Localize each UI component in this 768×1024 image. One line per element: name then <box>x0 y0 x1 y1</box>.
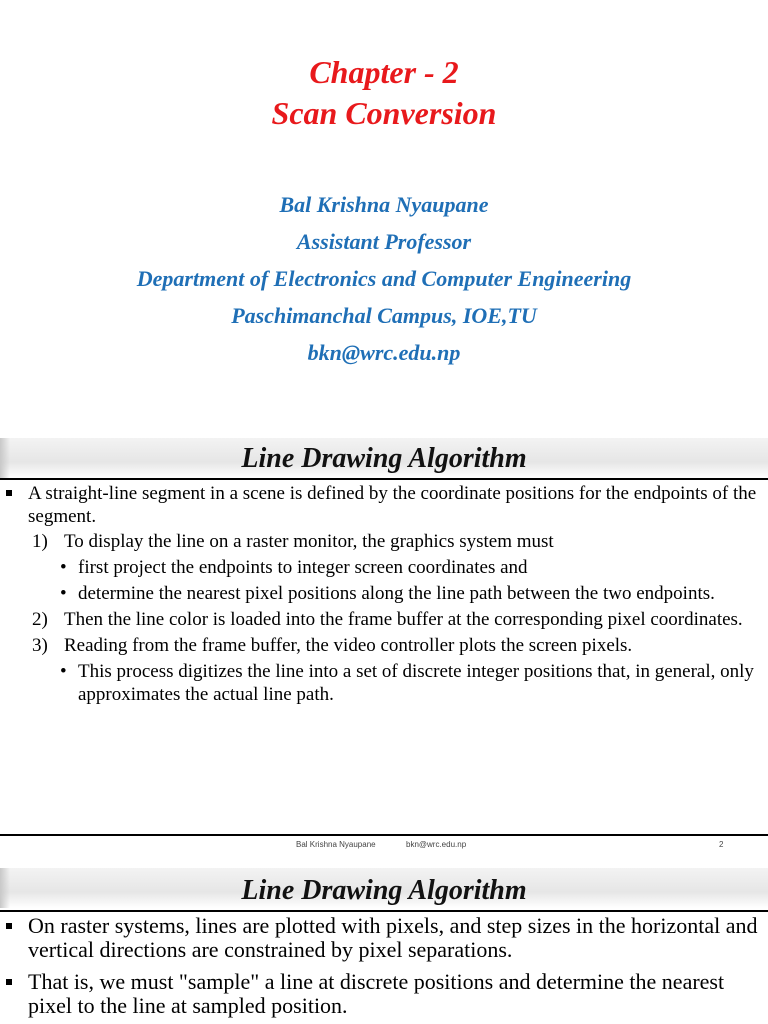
numbered-item-3 <box>0 634 768 657</box>
author-name: Bal Krishna Nyaupane <box>279 192 489 217</box>
slide2-footer <box>0 840 768 852</box>
author-department: Department of Electronics and Computer Engineering <box>136 266 632 291</box>
square-bullet-icon <box>6 979 12 985</box>
author-email: bkn@wrc.edu.np <box>307 340 461 365</box>
square-bullet-icon <box>6 923 12 929</box>
title-slide <box>0 0 768 420</box>
dot-bullet-icon: • <box>60 661 67 682</box>
sub-bullet-text: determine the nearest pixel positions along the line path between the two endpoints. <box>78 583 715 604</box>
chapter-label: Chapter - 2 <box>309 54 459 90</box>
numbered-item-text: Then the line color is loaded into the frame buffer at the corresponding pixel coordinates. <box>64 609 743 630</box>
item-number: 1) <box>32 531 48 552</box>
slide3-heading-rule <box>0 910 768 912</box>
slide3-content <box>0 914 768 1018</box>
sub-bullet-3-1 <box>0 660 768 706</box>
slide2-bottom-rule <box>0 834 768 836</box>
footer-page-number: 2 <box>719 840 724 849</box>
sub-bullet-text: first project the endpoints to integer screen coordinates and <box>78 557 528 578</box>
footer-author: Bal Krishna Nyaupane <box>296 840 376 849</box>
sub-bullet-1-1 <box>0 556 768 579</box>
numbered-item-text: To display the line on a raster monitor, the graphics system must <box>64 531 554 552</box>
author-position: Assistant Professor <box>296 229 472 254</box>
chapter-subtitle: Scan Conversion <box>271 95 497 131</box>
slide2-main-bullet-text: A straight-line segment in a scene is defined by the coordinate positions for the endpoints of the segment. <box>28 483 757 527</box>
slide2-main-bullet <box>0 482 768 528</box>
slide3-bullet-text: On raster systems, lines are plotted with pixels, and step sizes in the horizontal and vertical directions are constrained by pixel separations. <box>28 913 758 962</box>
numbered-item-2 <box>0 608 768 631</box>
slide3-bullet-2 <box>0 970 768 1018</box>
slide2-content <box>0 482 768 706</box>
chapter-title <box>0 52 768 134</box>
numbered-item-1 <box>0 530 768 553</box>
slide2-heading-rule <box>0 478 768 480</box>
item-number: 3) <box>32 635 48 656</box>
slide2-heading: Line Drawing Algorithm <box>241 443 527 474</box>
item-number: 2) <box>32 609 48 630</box>
author-campus: Paschimanchal Campus, IOE,TU <box>231 303 537 328</box>
slide3-bullet-1 <box>0 914 768 962</box>
footer-email: bkn@wrc.edu.np <box>406 840 467 849</box>
slide3-bullet-text: That is, we must "sample" a line at discrete positions and determine the nearest pixel to the line at sampled position. <box>28 969 725 1018</box>
dot-bullet-icon: • <box>60 557 67 578</box>
author-block <box>0 186 768 371</box>
sub-bullet-text: This process digitizes the line into a set of discrete integer positions that, in general, only approximates the actual line path. <box>78 661 754 705</box>
numbered-item-text: Reading from the frame buffer, the video controller plots the screen pixels. <box>64 635 633 656</box>
dot-bullet-icon: • <box>60 583 67 604</box>
slide3-heading: Line Drawing Algorithm <box>241 875 527 906</box>
square-bullet-icon <box>6 490 12 496</box>
sub-bullet-1-2 <box>0 582 768 605</box>
